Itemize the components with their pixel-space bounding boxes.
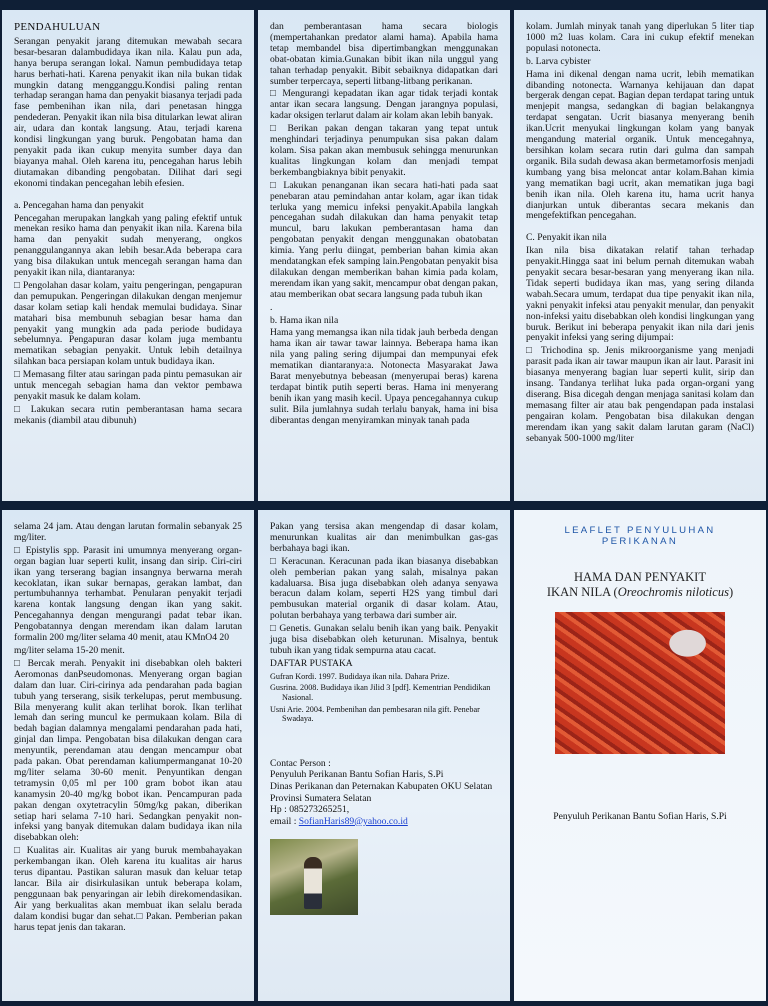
tilapia-fish-photo [555, 612, 725, 754]
reference-item: Usni Arie. 2004. Pembenihan dan pembesaran nila gift. Penebar Swadaya. [270, 704, 480, 724]
paragraph: selama 24 jam. Atau dengan larutan formalin sebanyak 25 mg/liter. [14, 521, 242, 543]
contact-organization: Dinas Perikanan dan Peternakan Kabupaten OKU Selatan Provinsi Sumatera Selatan [270, 780, 493, 804]
contact-person-photo [270, 839, 358, 915]
leaflet-panel-references-contact [258, 510, 510, 1001]
references-heading: DAFTAR PUSTAKA [270, 658, 353, 669]
bullet-item: □ Keracunan. Keracunan pada ikan biasanya disebabkan oleh pemberian pakan yang salah, misalnya pakan kadaluarsa. Bisa juga disebabkan oleh adanya senyawa beracun dalam kolam, seperti H2S yang timbul dari pembusukan material organik di dasar kolam. Atau, polutan berbahaya yang terbawa dari sumber air. [270, 555, 498, 622]
paragraph: Hama yang memangsa ikan nila tidak jauh berbeda dengan hama ikan air tawar tawar lainnya. Beberapa hama ikan nila yang paling sering dijumpai dan mempunyai efek mematikan diantaranya:a. Notonecta Masyarakat Jawa Barat menyebutnya bebeasan (menyerupai beras) karena terdapat bintik putih seperti beras. Hama ini menyerang benih ikan yang masih kecil. Upaya pencegahannya cukup sulit. Bila jumlahnya sudah terlalu banyak, hama ini bisa diberantas dengan menyiramkan minyak tanah pada [270, 327, 498, 426]
leaflet-panel-diseases [514, 10, 766, 501]
leaflet-panel-cover [514, 510, 766, 1001]
bullet-item: □ Trichodina sp. Jenis mikroorganisme yang menjadi parasit pada ikan air tawar maupun ikan air laut. Parasit ini biasanya menyerang bagian luar seperti kulit, sirip dan insang. Tandanya terlihat luka pada organ-organi yang diserang. Bisa dicegah dengan menjaga sanitasi kolam dan memasang filter air atau bak pengendapan pada instalasi pengairan kolam. Pengobatan bisa dilakukan dengan merendam ikan yang sakit dalam larutan garam (NaCl) sebanyak 500-1000 mg/liter [526, 345, 754, 444]
leaflet-panel-prevention [258, 10, 510, 501]
reference-item: Gufran Kordi. 1997. Budidaya ikan nila. Dahara Prize. [270, 671, 450, 681]
bullet-item: □ Kualitas air. Kualitas air yang buruk membahayakan perkembangan ikan. Oleh karena itu kualitas air harus terus dipantau. Pastikan saluran masuk dan keluar tetap lancar. Bila air disirkulasikan untuk beberapa kolam, penggunaan bak penyaringan air lebih direkomendasikan. Air yang berkualitas akan membuat ikan selalu berada dalam kondisi bugar dan sehat.□ Pakan. Pemberian pakan harus tepat jenis dan takaran. [14, 845, 242, 933]
bullet-item: □ Berikan pakan dengan takaran yang tepat untuk menghindari terjadinya penumpukan sisa pakan dalam kolam. Sisa pakan akan membusuk sehingga menurunkan kualitas lingkungan kolam dan menjadi tempat berkembangbiaknya bibit penyakit. [270, 123, 498, 178]
subheading: a. Pencegahan hama dan penyakit [14, 199, 144, 211]
bullet-item: □ Mengurangi kepadatan ikan agar tidak terjadi kontak antar ikan secara langsung. Dengan jarangnya populasi, kadar oksigen terlarut dalam air kolam akan lebih banyak. [270, 88, 498, 122]
subheading: b. Larva cybister [526, 55, 591, 67]
email-link[interactable]: SofianHaris89@yahoo.co.id [298, 815, 408, 827]
bullet-item: □ Pengolahan dasar kolam, yaitu pengeringan, pengapuran dan pemupukan. Pengeringan dilakukan dengan menjemur dasar kolam setiap kali hendak memulai budidaya. Sinar matahari bisa membunuh sebagian besar hama dan penyakit yang mungkin ada pada periode budidaya sebelumnya. Pengapuran dasar kolam juga membantu mematikan sebagian penyakit. Untuk lebih detailnya silahkan baca persiapan kolam untuk budidaya ikan. [14, 279, 242, 368]
paragraph: kolam. Jumlah minyak tanah yang diperlukan 5 liter tiap 1000 m2 luas kolam. Cara ini cukup efektif menekan populasi notonecta. [526, 21, 754, 54]
paragraph: . [270, 301, 273, 313]
paragraph: Hama ini dikenal dengan nama ucrit, lebih mematikan dibanding notonecta. Warnanya kehijauan dan dapat bergerak dengan cepat. Bagian depan terdapat taring untuk menjepit mangsa, sedangkan di bagian belakangnya terdapat sengatan. Ucrit biasanya menyerang benih ikan.Ucrit menyukai lingkungan kolam yang banyak mengandung material organik. Untuk mencegahnya, bersihkan kolam secara rutin dari gulma dan sampah organik. Bila sudah dewasa akan bermetamorfosis menjadi kumbang yang bisa meloncat antar kolam.Bahan kimia yang mematikan bagi ucrit, akan mematikan juga bagi benih ikan nila. Oleh karena itu, hama ucrit hanya dianjurkan untuk diberantas secara mekanis dan mengefektifkan pencegahan. [526, 68, 754, 222]
leaflet-panel-treatment [2, 510, 254, 1001]
bullet-item: □ Epistylis spp. Parasit ini umumnya menyerang organ-organ bagian luar seperti kulit, insang dan sirip. Ciri-ciri ikan yang terserang bagian insangnya berwarna merah kecoklatan, ikan sukar bernapas, gerakan lambat, dan pertumbuhannya terhambat. Penularan penyakit terjadi karena kontak langsung dengan ikan yang sakit. Pencegahannya dengan mengurangi padat tebar ikan. Pengobatannya dengan merendam ikan dalam larutan formalin 200 mg/liter selama 40 menit, atau KMnO4 20 [14, 544, 242, 644]
title-line-1: HAMA DAN PENYAKIT [574, 569, 706, 584]
email-label: email : [270, 815, 297, 827]
person-figure [304, 857, 322, 909]
bullet-item: □ Genetis. Gunakan selalu benih ikan yang baik. Penyakit juga bisa disebabkan oleh keturunan. Misalnya, bentuk tubuh ikan yang tidak sempurna atau cacat. [270, 623, 498, 656]
leaflet-panel-introduction [2, 10, 254, 501]
paragraph: dan pemberantasan hama secara biologis (mempertahankan predator alami hama). Apabila hama tetap membandel bisa dipertimbangkan menggunakan obat-obatan kimia.Gunakan bibit ikan nila unggul yang tahan terhadap penyakit. Bibit sebaiknya didapatkan dari sumber terpercaya, seperti litbang-litbang perikanan. [270, 21, 498, 87]
reference-item: Gusrina. 2008. Budidaya ikan Jilid 3 [pdf]. Kementrian Pendidikan Nasional. [270, 683, 491, 702]
subheading: b. Hama ikan nila [270, 314, 339, 326]
title-text: IKAN NILA ( [546, 584, 618, 599]
author-caption: Penyuluh Perikanan Bantu Sofian Haris, S.Pi [553, 810, 727, 822]
contact-block [270, 758, 498, 828]
species-name: Oreochromis niloticus [617, 584, 729, 599]
title-text: ) [728, 584, 734, 599]
title-line-2 [526, 585, 754, 600]
leaflet-header: LEAFLET PENYULUHAN PERIKANAN [564, 525, 716, 547]
bullet-item: □ Lakukan penanganan ikan secara hati-hati pada saat penebaran atau pemindahan antar kolam, agar ikan tidak terluka yang memicu infeksi penyakit.Apabila langkah pencegahan sudah dilakukan dan hama penyakit tetap muncul, baru lakukan pemberantasan hama dan pengobatan penyakit dengan menggunakan obatobatan kimia. Yang perlu diingat, pemberian bahan kimia akan mendatangkan efek samping lain.Pengobatan penyakit bisa dilakukan dengan memberikan bahan kimia pada kolam, merendam ikan yang sakit, mencampur obat dengan pakan, atau memberikan obat secara langsung pada tubuh ikan [270, 179, 498, 300]
leaflet-title [526, 570, 754, 600]
contact-name: Penyuluh Perikanan Bantu Sofian Haris, S.Pi [270, 769, 444, 781]
subheading: C. Penyakit ikan nila [526, 232, 607, 244]
paragraph: Pencegahan merupakan langkah yang paling efektif untuk menekan resiko hama dan penyakit ikan nila. Karena bila hama dan penyakit sudah menyerang, ongkos penanggulangannya akan lebih besar.Ada beberapa cara yang bisa dilakukan untuk mencegah serangan hama dan penyakit ikan nila, diantaranya: [14, 212, 242, 279]
section-heading: PENDAHULUAN [14, 21, 101, 33]
bullet-item: □ Bercak merah. Penyakit ini disebabkan oleh bakteri Aeromonas danPseudomonas. Menyerang organ bagian dalam dan luar. Ciri-cirinya ada pendarahan pada bagian tubuh yang terserang, sisik terkelupas, perut membusung. Bila menyerang kulit akan terlihat borok. Ikan terlihat lemah dan sering muncul ke permukaan kolam. Bila di bedah bagian dalamnya mengalami pendarahan pada hati, ginjal dan limpa. Pengobatan bisa dilakukan dengan cara menyuntik, perendaman atau dengan mencampur obat pada pakan. Obat perendaman kaliumpermanganat 10-20 mg/liter selama 30-60 menit. Penyuntikan dengan tetramysin 0,05 ml per 100 gram bobot ikan atau kanamysin 20-40 mg/kg bobot ikan. Pencampuran pada pakan dengan oxytetracylin 50mg/kg pakan, diberikan setiap hari selama 7-10 hari. Sedangkan penyakit non-infeksi yang banyak ditemukan dalam budidaya ikan nila disebabkan oleh: [14, 657, 242, 844]
paragraph: mg/liter selama 15-20 menit. [14, 644, 125, 656]
paragraph: Pakan yang tersisa akan mengendap di dasar kolam, menurunkan kualitas air dan menimbulkan gas-gas berbahaya bagi ikan. [270, 521, 498, 554]
contact-email-row [270, 816, 498, 828]
bullet-item: □ Memasang filter atau saringan pada pintu pemasukan air untuk mencegah sebagian hama dan vektor pembawa penyakit masuk ke dalam kolam. [14, 369, 242, 402]
paragraph: Ikan nila bisa dikatakan relatif tahan terhadap penyakit.Hingga saat ini belum pernah ditemukan wabah penyakit secara besar-besaran yang menyerang ikan nila. Tidak seperti budidaya ikan mas, yang sering dilanda wabah.Secara umum, terdapat dua tipe penyakit ikan nila, yakni penyakit infeksi atau penyakit menular, dan penyakit non-infeksi yaitu disebabkan oleh kondisi lingkungan yang buruk. Berikut ini beberapa penyakit ikan nila dari jenis penyakit infeksi yang sering dijumpai: [526, 245, 754, 344]
paragraph: Serangan penyakit jarang ditemukan mewabah secara besar-besaran dalambudidaya ikan nila. Kalau pun ada, hanya berupa serangan lokal. Namun pembudidaya tetap harus berhati-hati. Karena penyakit ikan nila bukan tidak mungkin datang mengganggu.Kondisi paling rentan terhadap serangan hama dan penyakit biasanya terjadi pada fase pembenihan ikan nila, dari penetasan hingga pendederan. Penyakit ikan nila bisa ditularkan lewat aliran air, udara dan kontak langsung. Atau, terjadi karena kondisi lingkungan yang buruk. Pengobatan hama dan penyakit pada ikan cukup menyita sumber daya dan biayanya mahal. Oleh karena itu, pencegahan harus lebih diutamakan dibanding pengobatan. Dilihat dari segi ekonomi tindakan pencegahan lebih efesien. [14, 35, 242, 189]
bullet-item: □ Lakukan secara rutin pemberantasan hama secara mekanis (diambil atau dibunuh) [14, 403, 242, 426]
contact-phone: Hp : 085273265251, [270, 804, 350, 816]
contact-label: Contac Person : [270, 757, 331, 769]
